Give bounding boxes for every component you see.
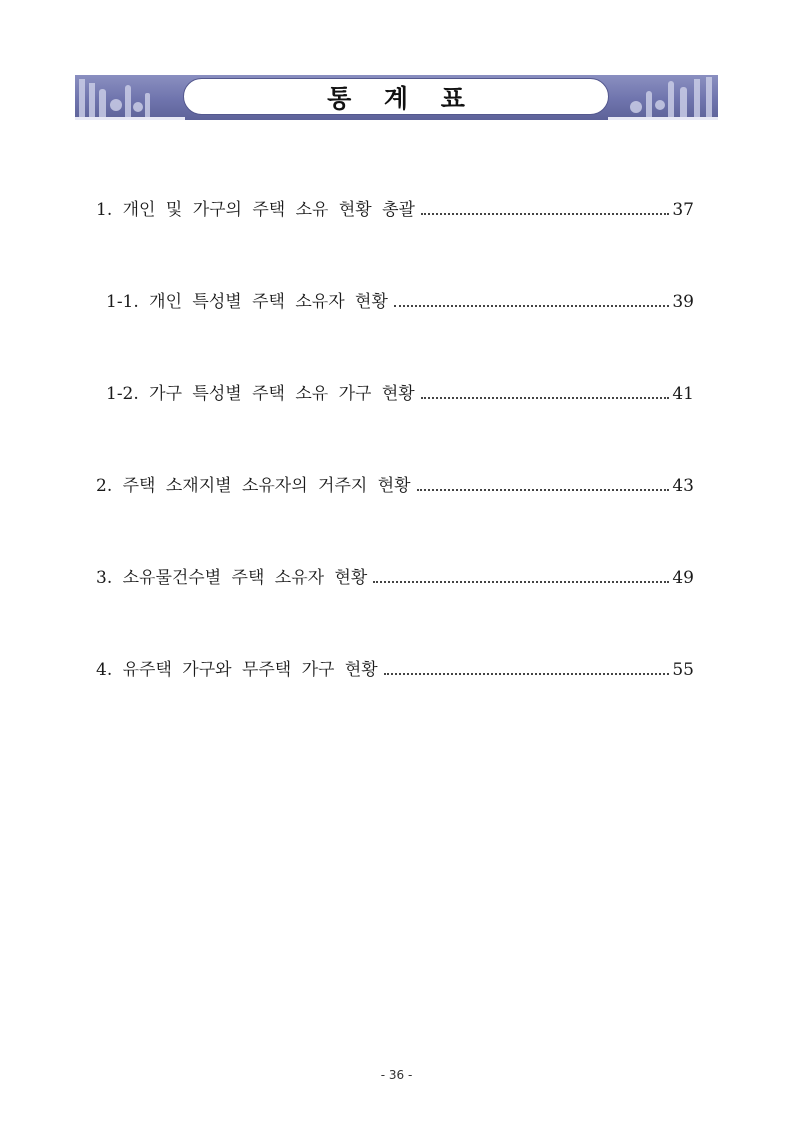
decorative-bars-right-icon xyxy=(608,75,718,120)
toc-item-label: 2. 주택 소재지별 소유자의 거주지 현황 xyxy=(96,476,411,496)
toc-item-label: 1-2. 가구 특성별 주택 소유 가구 현황 xyxy=(106,384,415,404)
toc-item-page: 41 xyxy=(672,384,694,404)
toc-item-page: 39 xyxy=(672,292,694,312)
toc-item[interactable] xyxy=(96,184,694,220)
toc-item-label: 1-1. 개인 특성별 주택 소유자 현황 xyxy=(106,292,388,312)
toc-item[interactable] xyxy=(96,368,694,404)
page-number: - 36 - xyxy=(380,1068,413,1082)
toc-item-page: 49 xyxy=(672,568,694,588)
toc-item-label: 3. 소유물건수별 주택 소유자 현황 xyxy=(96,568,368,588)
toc-item[interactable] xyxy=(96,460,694,496)
toc-item[interactable] xyxy=(96,276,694,312)
toc-item-label: 1. 개인 및 가구의 주택 소유 현황 총괄 xyxy=(96,200,415,220)
toc-item-page: 55 xyxy=(672,660,694,680)
decorative-bars-left-icon xyxy=(75,75,185,120)
toc-item[interactable] xyxy=(96,552,694,588)
toc-item[interactable] xyxy=(96,644,694,680)
toc-item-label: 4. 유주택 가구와 무주택 가구 현황 xyxy=(96,660,378,680)
toc-leader-dots xyxy=(417,489,670,491)
toc-leader-dots xyxy=(421,397,670,399)
toc-item-page: 37 xyxy=(672,200,694,220)
toc-leader-dots xyxy=(394,305,669,307)
toc-item-page: 43 xyxy=(672,476,694,496)
toc-leader-dots xyxy=(421,213,669,215)
title-pill xyxy=(183,78,609,115)
section-banner xyxy=(75,75,718,120)
toc-leader-dots xyxy=(373,581,669,583)
page-title: 통 계 표 xyxy=(327,83,477,113)
toc-leader-dots xyxy=(384,673,670,675)
